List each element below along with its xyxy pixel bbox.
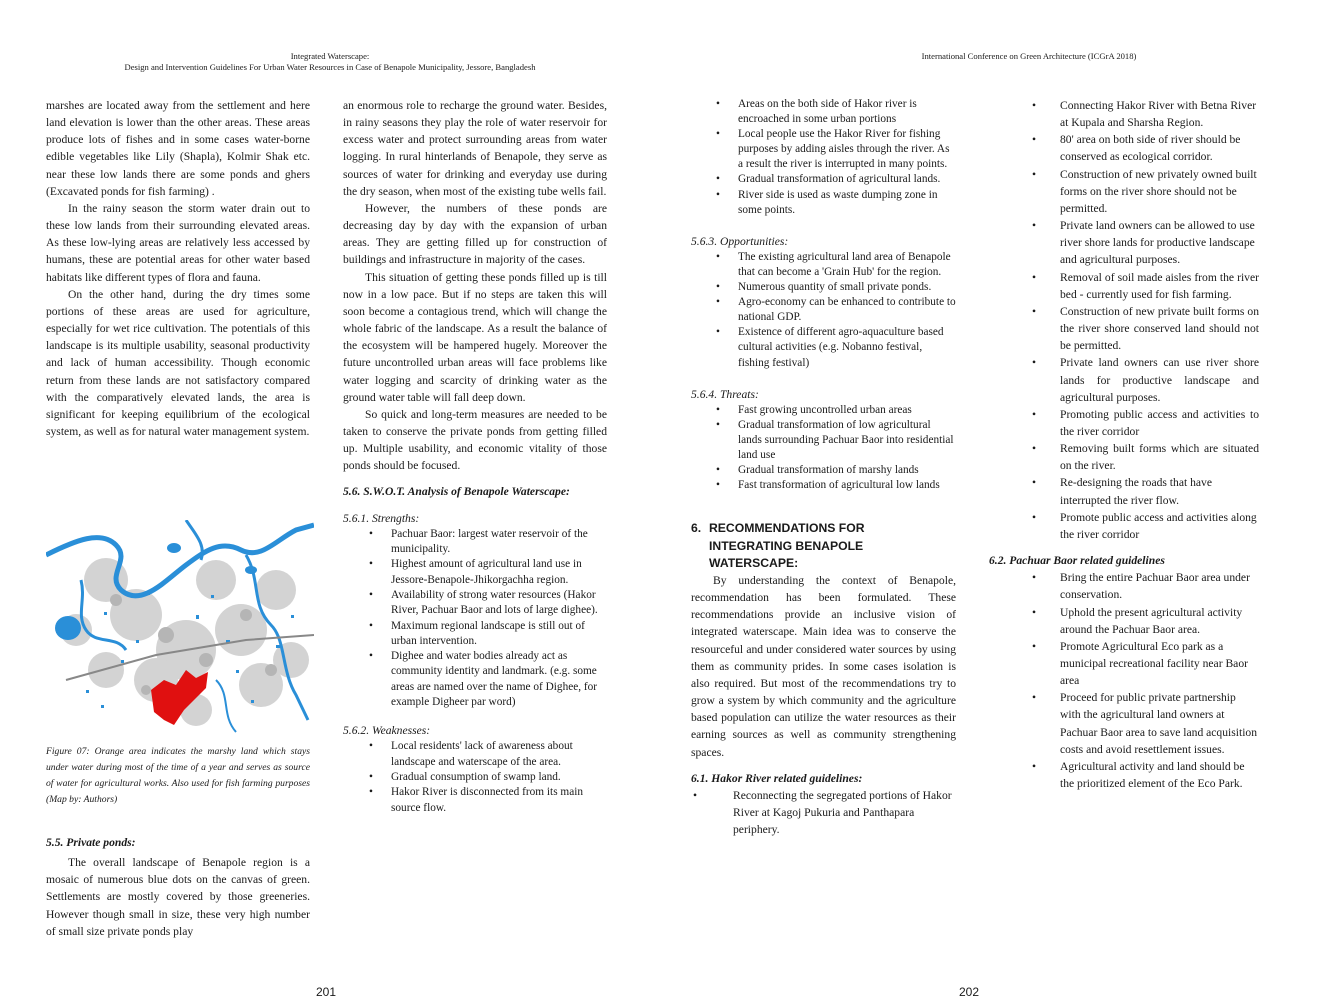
list-item: • Promote Agricultural Eco park as a municipal recreational facility near Baor area	[1032, 639, 1248, 688]
list-item: • Removal of soil made aisles from the river bed - currently used for fish farming.	[1032, 270, 1259, 301]
list-item: • Agro-economy can be enhanced to contribute to national GDP.	[716, 296, 956, 324]
list-item: • The existing agricultural land area of Benapole that can become a 'Grain Hub' for the region.	[716, 250, 951, 278]
paragraph: The overall landscape of Benapole region is a mosaic of numerous blue dots on the canvas of green. Settlements are mostly covered by those greeneries. However though small in size, these very high number of small size private ponds play	[46, 856, 310, 938]
list-item: • Gradual transformation of marshy lands	[716, 464, 919, 477]
list-item: • Hakor River is disconnected from its main source flow.	[369, 786, 584, 814]
threats-list	[691, 403, 956, 494]
list-item: • Gradual transformation of low agricultural lands surrounding Pachuar Baor into residential land use	[716, 418, 954, 462]
list-item: • Numerous quantity of small private ponds.	[716, 281, 932, 294]
right-column-2	[989, 97, 1259, 792]
figure-07-caption: Figure 07: Orange area indicates the marshy land which stays under water during most of the time of a year and serves as source of water for agricultural works. Also used for fish farming purposes (Map by: Authors)	[46, 746, 310, 805]
figure-07-map	[46, 520, 314, 735]
paragraph: marshes are located away from the settlement and here land elevation is lower than the other areas. These areas produce lots of fishes and in some cases water-borne edible vegetables like Lily (Shapla), Kolmir Shak etc. near these low lands there are some ponds and ghers (Excavated ponds for fish farming) .	[46, 99, 310, 198]
section-title: 5.5. Private ponds:	[46, 836, 136, 849]
paragraph: In the rainy season the storm water drain out to these low lands from their surrounding elevated areas. As these low-lying areas are relatively less accessed by humans, these are potential areas for other water based habitats like different types of flora and fauna.	[46, 201, 310, 284]
list-item: • Re-designing the roads that have interrupted the river flow.	[1032, 476, 1212, 507]
right-column-1	[691, 97, 956, 838]
list-item: • Pachuar Baor: largest water reservoir of the municipality.	[369, 527, 588, 556]
list-item: • Bring the entire Pachuar Baor area under conservation.	[1032, 571, 1250, 602]
paragraph: So quick and long-term measures are needed to be taken to conserve the private ponds from getting filled up. Multiple usability, and economic vitality of those ponds should be focused.	[343, 407, 607, 473]
subsection-title: 5.6.4. Threats:	[691, 387, 759, 401]
list-item: • Local people use the Hakor River for fishing purposes by adding aisles through the river. As a result the river is interrupted in many points.	[716, 128, 950, 171]
section-5-5	[46, 834, 310, 940]
paragraph: On the other hand, during the dry times some portions of these areas are used for agriculture, especially for wet rice cultivation. The potentials of this landscape is its multiple usability, seasonal productivity and lack of human accessibility. Though economic return from these lands are not satisfactory compared with the comparatively elevated lands, the area is significant for keeping equilibrium of the ecological system, as well as for natural water management system.	[46, 287, 310, 438]
list-item: • Areas on the both side of Hakor river is encroached in some urban portions	[716, 98, 917, 126]
list-item: • River side is used as waste dumping zone in some points.	[716, 188, 938, 216]
list-item: • Proceed for public private partnership with the agricultural land owners at Pachuar Baor area to save land acquisition costs and avoid resettlement issues.	[1032, 691, 1258, 756]
weaknesses-list-cont	[691, 97, 956, 218]
right-page-header: International Conference on Green Architecture (ICGrA 2018)	[921, 51, 1137, 61]
list-item: • Construction of new private built forms on the river shore conserved land should not be permitted.	[1032, 304, 1259, 353]
left-column-1	[46, 97, 310, 440]
paragraph: an enormous role to recharge the ground water. Besides, in rainy seasons they play the role of water reservoir for excess water and protect surrounding areas from water logging. In rural hinterlands of Benapole, they serve as sources of water for drinking and everyday use during the dry season, when most of the existing tube wells fail.	[343, 99, 607, 198]
list-item: • Uphold the present agricultural activity around the Pachuar Baor area.	[1032, 605, 1243, 636]
subsection-title: 5.6.1. Strengths:	[343, 511, 420, 525]
list-item: • Promoting public access and activities to the river corridor	[1032, 407, 1259, 438]
strengths-list	[343, 527, 607, 711]
list-item: • Agricultural activity and land should be the prioritized element of the Eco Park.	[1032, 759, 1245, 791]
hakor-guidelines-list-cont	[989, 97, 1259, 543]
section-title: 5.6. S.W.O.T. Analysis of Benapole Waterscape:	[343, 485, 570, 499]
list-item: • Highest amount of agricultural land use in Jessore-Benapole-Jhikorgachha region.	[369, 558, 582, 586]
section-6-title: 6. RECOMMENDATIONS FOR INTEGRATING BENAPOLE WATERSCAPE:	[691, 521, 865, 570]
left-column-2	[343, 97, 607, 816]
section-title: 6.1. Hakor River related guidelines:	[691, 771, 863, 785]
list-item: • Maximum regional landscape is still out of urban intervention.	[369, 619, 585, 647]
subsection-title: 5.6.3. Opportunities:	[691, 234, 789, 248]
list-item: • Private land owners can be allowed to use river shore lands for productive landscape and agricultural purposes.	[1032, 219, 1255, 267]
page-number: 202	[959, 985, 980, 999]
right-page	[659, 0, 1318, 1008]
list-item: • Availability of strong water resources (Hakor River, Pachuar Baor and lots of large dighee).	[369, 588, 598, 617]
subsection-title: 5.6.2. Weaknesses:	[343, 724, 431, 738]
list-item: • 80' area on both side of river should be conserved as ecological corridor.	[1032, 133, 1241, 164]
list-item: • Fast growing uncontrolled urban areas	[716, 403, 912, 416]
hakor-guidelines-list	[691, 787, 956, 838]
left-page-header: Integrated Waterscape: Design and Intervention Guidelines For Urban Water Resources in Case of Benapole Municipality, Jessore, Bangladesh	[124, 51, 536, 72]
list-item: • Existence of different agro-aquaculture based cultural activities (e.g. Nobanno festival, fishing festival)	[716, 326, 944, 369]
list-item: • Dighee and water bodies already act as community identity and landmark. (e.g. some areas are named over the name of Dighee, for example Digheer par word)	[369, 650, 598, 709]
baor-guidelines-list	[989, 569, 1259, 792]
opportunities-list	[691, 250, 956, 371]
list-item: • Reconnecting the segregated portions of Hakor River at Kagoj Pukuria and Panthapara periphery.	[693, 788, 952, 837]
marshy-land-map	[46, 520, 314, 735]
page-number: 201	[316, 985, 337, 999]
paragraph: By understanding the context of Benapole, recommendation has been formulated. These recommendations provide an inclusive vision of integrated waterscape. Main idea was to conserve the resourceful and under considered water sources by using them as community prides. In some cases isolation is also required. But most of the recommendations try to grow a system by which community and the agriculture based population can utilize the water resources as their earning sources as well as community strengthening spaces.	[691, 573, 956, 759]
paragraph: This situation of getting these ponds filled up is till now in a low pace. But if no steps are taken this will soon become a contagious trend, which will change the whole fabric of the landscape. As a result the balance of the ecosystem will be hampered hugely. Moreover the future uncontrolled urban areas will face problems like water logging and scarcity of drinking water as the ground water table will fall deep down.	[343, 270, 607, 404]
list-item: • Fast transformation of agricultural low lands	[716, 479, 940, 492]
list-item: • Gradual transformation of agricultural lands.	[716, 173, 941, 186]
list-item: • Construction of new privately owned built forms on the river shore should not be permitted.	[1032, 167, 1257, 215]
list-item: • Gradual consumption of swamp land.	[369, 771, 561, 784]
weaknesses-list	[343, 739, 607, 815]
list-item: • Removing built forms which are situated on the river.	[1032, 442, 1259, 473]
list-item: • Promote public access and activities along the river corridor	[1032, 510, 1257, 541]
section-title: 6.2. Pachuar Baor related guidelines	[989, 554, 1165, 568]
paragraph: However, the numbers of these ponds are decreasing day by day with the expansion of urban areas. They are getting filled up for construction of buildings and infrastructure in majority of the cases.	[343, 201, 607, 267]
list-item: • Private land owners can use river shore lands for productive landscape and agricultural purposes.	[1032, 356, 1259, 404]
list-item: • Local residents' lack of awareness about landscape and waterscape of the area.	[369, 740, 573, 768]
list-item: • Connecting Hakor River with Betna River at Kupala and Sharsha Region.	[1032, 99, 1257, 130]
